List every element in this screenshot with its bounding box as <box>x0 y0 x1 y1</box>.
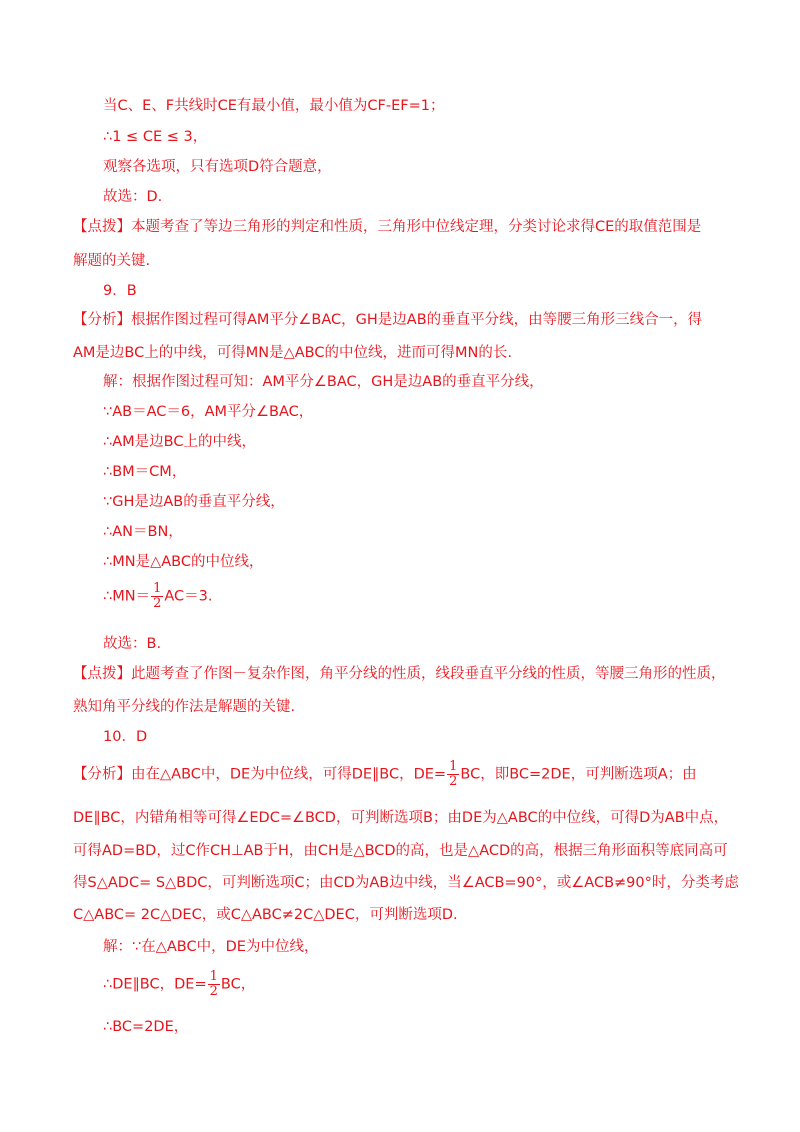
fraction-denominator: 2 <box>209 984 218 999</box>
formula-prefix: ∴MN＝ <box>103 588 151 605</box>
text-line: 观察各选项，只有选项D符合题意， <box>103 159 332 175</box>
text-line: ∴AN＝BN， <box>103 524 183 540</box>
text-line: 得S△ADC= S△BDC，可判断选项C；由CD为AB边中线，当∠ACB=90°，或∠ACB≠90°时，分类考虑 <box>73 875 739 891</box>
question-number: 10．D <box>103 729 148 745</box>
text-line: ∴1 ≤ CE ≤ 3， <box>103 129 208 145</box>
fraction-denominator: 2 <box>153 596 162 611</box>
fraction <box>447 760 459 789</box>
text-line: DE∥BC，内错角相等可得∠EDC=∠BCD，可判断选项B；由DE为△ABC的中位线，可得D为AB中点， <box>73 810 729 826</box>
text-line: 【点拨】本题考查了等边三角形的判定和性质，三角形中位线定理，分类讨论求得CE的取值范围是 <box>73 219 702 235</box>
text-line: ∴MN是△ABC的中位线， <box>103 554 264 570</box>
text-line: 故选：D. <box>103 189 163 205</box>
formula-suffix: BC，即BC=2DE，可判断选项A；由 <box>460 766 697 783</box>
text-line: ∴AM是边BC上的中线， <box>103 434 256 450</box>
text-line: ∵AB＝AC＝6，AM平分∠BAC， <box>103 404 314 420</box>
fraction <box>151 582 163 611</box>
formula-suffix: BC， <box>220 976 256 993</box>
text-line: C△ABC= 2C△DEC，或C△ABC≠2C△DEC，可判断选项D. <box>73 907 458 923</box>
text-line: ∴BC=2DE， <box>103 1019 189 1035</box>
text-line: 当C、E、F共线时CE有最小值，最小值为CF-EF=1； <box>103 98 445 114</box>
text-line: 解：∵在△ABC中，DE为中位线， <box>103 939 319 955</box>
formula-prefix: 【分析】由在△ABC中，DE为中位线，可得DE∥BC，DE= <box>73 766 447 783</box>
text-line: 可得AD=BD，过C作CH⊥AB于H，由CH是△BCD的高，也是△ACD的高，根据三角形面积等底同高可 <box>73 843 728 859</box>
formula-line <box>103 582 213 611</box>
text-line: 【分析】根据作图过程可得AM平分∠BAC，GH是边AB的垂直平分线，由等腰三角形三线合一，得 <box>73 312 703 328</box>
text-line: ∴BM＝CM， <box>103 464 187 480</box>
text-line: ∵GH是边AB的垂直平分线， <box>103 494 285 510</box>
text-line: 故选：B. <box>103 636 162 652</box>
fraction-numerator: 1 <box>209 969 218 984</box>
text-line: 解题的关键. <box>73 253 151 269</box>
formula-prefix: ∴DE∥BC，DE= <box>103 976 207 993</box>
fraction-denominator: 2 <box>449 774 458 789</box>
text-line: 【点拨】此题考查了作图－复杂作图，角平分线的性质，线段垂直平分线的性质，等腰三角形的性质， <box>73 666 726 682</box>
formula-suffix: AC＝3. <box>164 588 213 605</box>
text-line: 熟知角平分线的作法是解题的关键. <box>73 699 296 715</box>
question-number: 9．B <box>103 283 137 299</box>
fraction <box>208 970 220 999</box>
fraction-numerator: 1 <box>449 759 458 774</box>
text-line: AM是边BC上的中线，可得MN是△ABC的中位线，进而可得MN的长. <box>73 345 512 361</box>
fraction-numerator: 1 <box>153 581 162 596</box>
formula-line <box>103 970 255 999</box>
text-line: 解：根据作图过程可知：AM平分∠BAC，GH是边AB的垂直平分线， <box>103 374 544 390</box>
formula-line <box>73 760 697 789</box>
